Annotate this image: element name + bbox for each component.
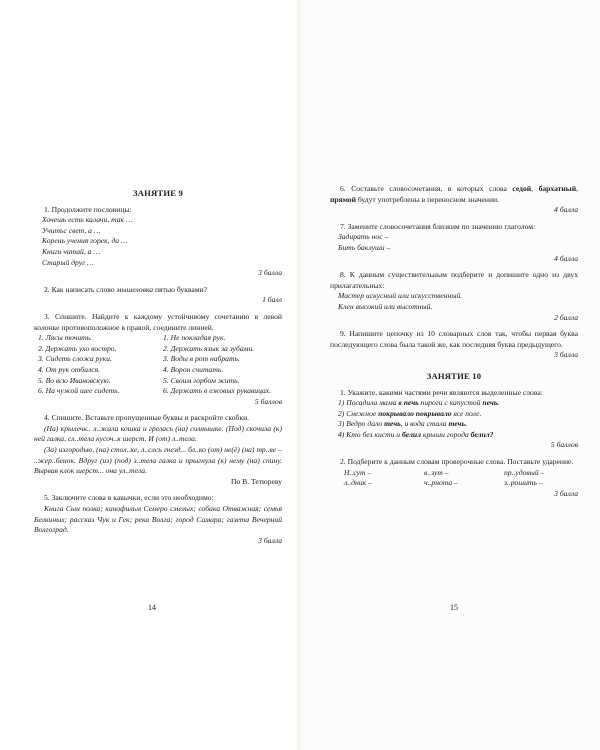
phrase-line: Задирать нос – <box>338 232 389 242</box>
idiom-right: 3. Воды в рот набрать. <box>163 354 240 364</box>
idiom-right: 1. Не покладая рук. <box>163 333 226 343</box>
task-10-2-text: 2. Подберите к данным словам проверочные слова. Поставьте ударение. <box>340 457 574 467</box>
idiom-left: 3. Сидеть сложа руки. <box>38 354 112 364</box>
task-3 <box>34 312 282 407</box>
highlighted-word: печь. <box>482 398 500 408</box>
noun-line: Клен высокий или высотный. <box>338 301 433 311</box>
task-6-word: прямой <box>330 194 356 204</box>
word-table <box>330 468 578 489</box>
task-5-score: 3 балла <box>258 535 282 545</box>
task-3-text: 3. Спишите. Найдите к каждому устойчивому сочетанию в левой колонке противоположное в правой, соедините линией. <box>34 311 282 332</box>
lesson-9-heading: ЗАНЯТИЕ 9 <box>132 188 184 198</box>
proverb-line: Учитьс свет, а … <box>42 225 101 235</box>
left-column <box>34 188 282 552</box>
page-number: 15 <box>450 603 458 612</box>
task-10-2-score: 3 балла <box>554 488 578 498</box>
task-9 <box>330 329 578 361</box>
phrase-line: Бить баклуши – <box>338 242 391 252</box>
task-5-text: 5. Заключите слова в кавычки, если это необходимо: <box>44 493 214 503</box>
task-5 <box>34 493 282 546</box>
task-2-score: 1 балл <box>262 295 282 305</box>
highlighted-word: течь <box>384 419 401 429</box>
idiom-left: 1. Лясы точить. <box>38 333 93 343</box>
sentence-part: все поле. <box>451 408 482 418</box>
idiom-right: 4. Ворон считать. <box>163 364 224 374</box>
task-1-score: 3 балла <box>258 268 282 278</box>
task-7-score: 4 балла <box>554 253 578 263</box>
highlighted-word: в печь <box>398 398 419 408</box>
proverb-line: Старый друг … <box>42 257 94 267</box>
word-item: Н..сут – <box>344 467 372 477</box>
right-page <box>300 0 600 750</box>
task-4-text: 4. Спишите. Вставьте пропущенные буквы и раскройте скобки. <box>44 413 250 423</box>
task-3-score: 5 баллов <box>254 396 282 406</box>
sentence-part: пироги с капустой <box>418 398 483 408</box>
highlighted-word: покрывало покрывало <box>378 408 452 418</box>
idiom-left: 5. Во всю Ивановскую. <box>38 375 111 385</box>
task-7 <box>330 222 578 264</box>
task-6-text-start: 6. Составьте словосочетания, в которых слова <box>340 184 513 193</box>
idiom-right: 5. Своим горбом жить. <box>163 375 240 385</box>
task-6-score: 4 балла <box>554 205 578 215</box>
task-1-text: 1. Продолжите пословицы: <box>44 204 132 214</box>
sentence-part: 4) Кто без кисти и <box>338 429 402 439</box>
task-2 <box>34 285 282 306</box>
task-4 <box>34 413 282 487</box>
idiom-right: 6. Держать в ежовых рукавицах. <box>163 386 272 396</box>
task-2-text <box>34 285 282 296</box>
idiom-left: 4. От рук отбился. <box>38 364 101 374</box>
word-item: з..рошить – <box>504 478 543 488</box>
proverb-line: Хочешь есть калачи, так … <box>42 215 133 225</box>
highlighted-word: белил <box>402 429 421 439</box>
sentence-part: 2) Снежное <box>338 408 379 418</box>
word-item: в..зут – <box>424 467 449 477</box>
lesson-10-heading: ЗАНЯТИЕ 10 <box>426 370 482 381</box>
task-9-text: 9. Напишите цепочку из 10 словарных слов так, чтобы первая буква последующего слова была такой же, как последняя буква предыдущего. <box>330 329 578 349</box>
task-4-author: По В. Тетюреву <box>230 476 282 486</box>
idiom-right: 2. Держать язык за зубами. <box>163 343 255 353</box>
idiom-table <box>34 333 282 397</box>
sentence-part: , и вода стала <box>400 419 449 429</box>
right-column <box>330 184 578 505</box>
task-4-paragraph-1: (На) крылечк.. л..жала кошка и грелась (на) солнышке. (Под) скочила (к) ней галка, сл..тела кусоч..к шерст. И (от) л..тела. <box>34 423 282 444</box>
task-6-text-end: будут употреблены в переносном значении. <box>355 194 499 204</box>
sentence-line <box>330 419 578 430</box>
task-8-text: 8. К данным существительным подберите и допишите одно из двух прилагательных: <box>330 270 578 290</box>
task-8 <box>330 270 578 323</box>
sentence-line <box>330 409 578 420</box>
task-6-word: бархатный <box>538 184 577 193</box>
task-10-1 <box>330 388 578 452</box>
task-6 <box>330 184 578 216</box>
page-number: 14 <box>148 603 156 612</box>
task-5-items: Книга Сын полка; кинофильм Семеро смелых; собака Отважная; семья Белкиных; рассказ Чук и Гек; река Волга; город Самара; газета Вечерний Волгоград. <box>34 504 282 535</box>
task-7-text: 7. Замените словосочетания близким по значению глаголом: <box>340 221 536 231</box>
task-2-word: мышеловка <box>116 284 154 294</box>
task-10-1-score: 5 баллов <box>550 440 578 450</box>
proverb-line: Корень учения горек, да … <box>42 236 128 246</box>
task-9-score: 3 балла <box>554 350 578 360</box>
highlighted-word: белил? <box>470 429 494 439</box>
word-item: ч..рнота – <box>424 478 458 488</box>
word-item: пр..удовый – <box>504 467 545 477</box>
proverb-line: Книги читай, а … <box>42 246 101 256</box>
task-4-paragraph-2: (За) изгородью, (на) стол..ке, л..слсь гнезд... бл..ко (от) не(ё) (на) тр..ве – ..жер..бенок. Вдруг (из) (под) з..тела галка и прыгнула (к) нему (на) спину. Вырвав клок шерст... она ул..тела. <box>34 445 282 476</box>
idiom-left: 2. Держать ухо востро. <box>38 343 117 353</box>
task-1 <box>34 205 282 279</box>
task-10-2 <box>330 457 578 499</box>
task-2-text-start: 2. Как написать слово <box>44 284 117 294</box>
task-6-word: седой <box>512 184 532 193</box>
highlighted-word: течь. <box>448 419 467 429</box>
sentence-part: 1) Посадила мама <box>338 398 399 408</box>
sentence-part: 3) Ведро дало <box>338 419 385 429</box>
task-2-text-end: пятью буквами? <box>153 284 208 294</box>
sentence-part: крыши города <box>421 429 471 439</box>
task-6-text: 6. Составьте словосочетания, в которых слова седой, бархатный, прямой будут употреблены в переносном значении. <box>330 184 578 204</box>
task-10-1-text: 1. Укажите, какими частями речи являются выделенные слова: <box>340 387 543 397</box>
sentence-line <box>330 430 578 441</box>
idiom-left: 6. На чужой шее сидеть. <box>38 386 120 396</box>
noun-line: Мастер искусный или искусственный. <box>338 291 463 301</box>
task-8-score: 2 балла <box>554 312 578 322</box>
word-item: л..дник – <box>344 478 372 488</box>
sentence-line <box>330 398 578 409</box>
